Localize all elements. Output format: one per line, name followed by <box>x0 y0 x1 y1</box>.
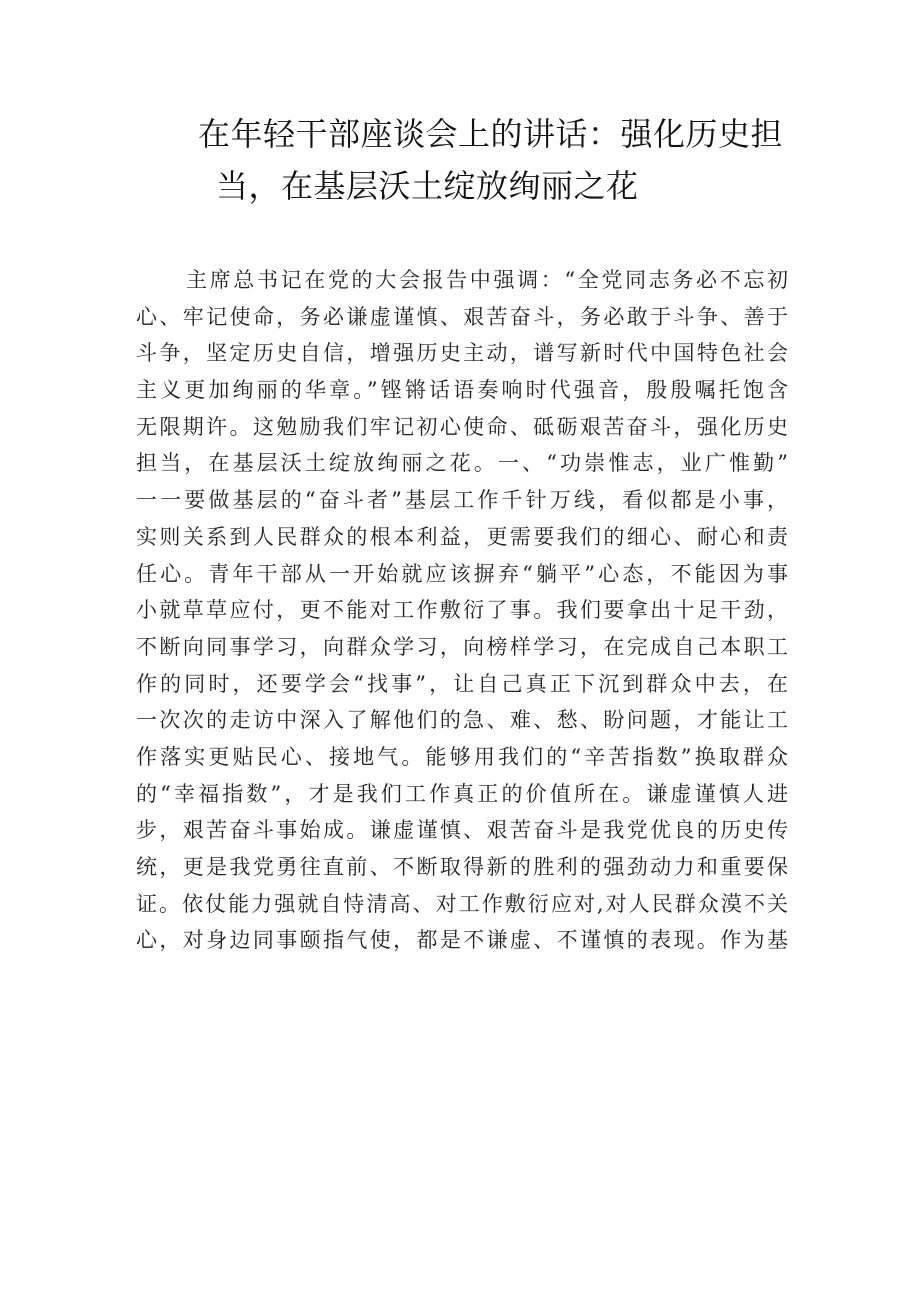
body-line: 小就草草应付，更不能对工作敷衍了事。我们要拿出十足干劲， <box>136 598 788 623</box>
body-line: 无限期许。这勉励我们牢记初心使命、砥砺艰苦奋斗，强化历史 <box>136 414 788 439</box>
body-line: 主义更加绚丽的华章。”铿锵话语奏响时代强音，殷殷嘱托饱含 <box>136 378 788 403</box>
title-line-1: 在年轻干部座谈会上的讲话：强化历史担 <box>198 115 784 153</box>
body-line: 的“幸福指数”，才是我们工作真正的价值所在。谦虚谨慎人进 <box>136 781 788 806</box>
body-line: 作的同时，还要学会“找事”，让自己真正下沉到群众中去，在 <box>136 671 788 696</box>
body-line: 步，艰苦奋斗事始成。谦虚谨慎、艰苦奋斗是我党优良的历史传 <box>136 818 788 843</box>
body-line: 一次次的走访中深入了解他们的急、难、愁、盼问题，才能让工 <box>136 708 788 733</box>
body-line: 不断向同事学习，向群众学习，向榜样学习，在完成自己本职工 <box>136 634 788 659</box>
document-body <box>136 262 788 959</box>
body-line: 统，更是我党勇往直前、不断取得新的胜利的强劲动力和重要保 <box>136 855 788 879</box>
body-line: 心、牢记使命，务必谦虚谨慎、艰苦奋斗，务必敢于斗争、善于 <box>136 304 788 329</box>
body-line: 斗争，坚定历史自信，增强历史主动，谱写新时代中国特色社会 <box>136 341 788 366</box>
title-line-2: 当，在基层沃土绽放绚丽之花 <box>216 167 639 205</box>
body-line: 担当，在基层沃土绽放绚丽之花。一、“功崇惟志，业广惟勤” <box>136 451 788 476</box>
body-line: 心，对身边同事颐指气使，都是不谦虚、不谨慎的表现。作为基 <box>136 928 788 953</box>
document-title <box>198 108 798 212</box>
body-line: 任心。青年干部从一开始就应该摒弃“躺平”心态，不能因为事 <box>136 561 788 586</box>
body-line: 证。依仗能力强就自恃清高、对工作敷衍应对,对人民群众漠不关 <box>136 891 788 916</box>
body-line: 主席总书记在党的大会报告中强调：“全党同志务必不忘初 <box>186 268 788 292</box>
body-line: 实则关系到人民群众的根本利益，更需要我们的细心、耐心和责 <box>136 524 788 549</box>
body-line: 作落实更贴民心、接地气。能够用我们的“辛苦指数”换取群众 <box>136 744 788 769</box>
body-line: 一一要做基层的“奋斗者”基层工作千针万线，看似都是小事， <box>136 488 788 513</box>
